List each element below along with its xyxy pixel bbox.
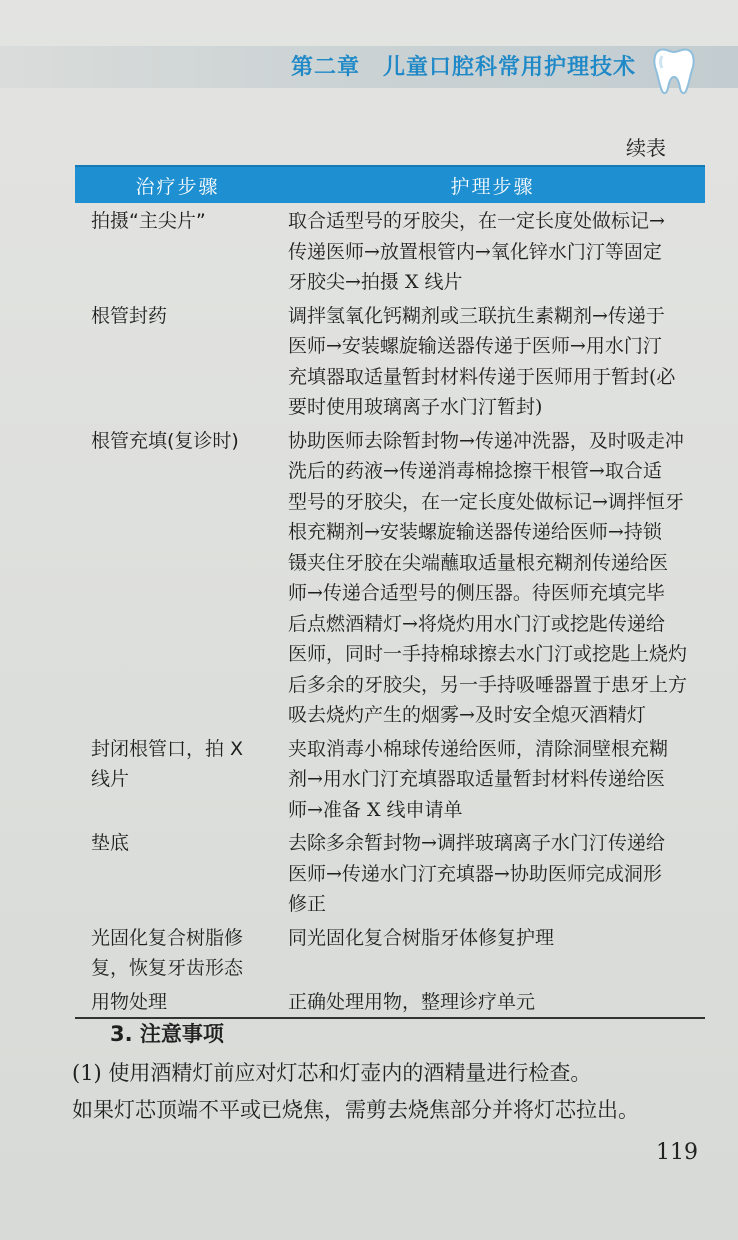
section-heading: 3. 注意事项	[110, 1022, 224, 1046]
treatment-step-line: 拍摄“主尖片”	[91, 210, 206, 232]
page-number: 119	[656, 1140, 698, 1165]
nursing-step-cell	[280, 923, 705, 984]
tooth-icon	[650, 44, 698, 96]
treatment-step-line: 复，恢复牙齿形态	[91, 957, 244, 979]
nursing-step-line: 去除多余暂封物→调拌玻璃离子水门汀传递给	[288, 832, 665, 854]
treatment-step-line: 用物处理	[91, 990, 168, 1013]
nursing-step-line: 协助医师去除暂封物→传递冲洗器，及时吸走冲	[288, 429, 684, 452]
column-header-nursing-step: 护理步骤	[450, 175, 535, 198]
nursing-step-line: 后点燃酒精灯→将烧灼用水门汀或挖匙传递给	[288, 612, 665, 635]
nursing-step-line: 要时使用玻璃离子水门汀暂封)	[288, 396, 543, 418]
treatment-step-cell	[75, 426, 280, 731]
nursing-step-line: 牙胶尖→拍摄 X 线片	[288, 271, 463, 293]
nursing-step-line: 医师→传递水门汀充填器→协助医师完成洞形	[288, 862, 662, 885]
nursing-step-line: 取合适型号的牙胶尖，在一定长度处做标记→	[288, 210, 665, 232]
treatment-step-line: 垫底	[91, 832, 130, 854]
treatment-step-line: 光固化复合树脂修	[91, 926, 244, 949]
treatment-step-cell	[75, 923, 280, 984]
nursing-step-cell	[280, 206, 705, 298]
treatment-step-cell	[75, 828, 280, 920]
nursing-step-cell	[280, 301, 705, 423]
nursing-step-line: 同光固化复合树脂牙体修复护理	[288, 926, 555, 949]
treatment-step-line: 根管封药	[91, 304, 168, 327]
paragraph-line: (1) 使用酒精灯前应对灯芯和灯壶内的酒精量进行检查。	[72, 1061, 592, 1085]
treatment-step-cell	[75, 987, 280, 1018]
nursing-step-cell	[280, 734, 705, 826]
treatment-step-line: 线片	[91, 768, 130, 790]
nursing-step-line: 传递医师→放置根管内→氧化锌水门汀等固定	[288, 240, 662, 263]
nursing-step-line: 吸去烧灼产生的烟雾→及时安全熄灭酒精灯	[288, 704, 646, 726]
nursing-step-line: 充填器取适量暂封材料传递于医师用于暂封(必	[288, 365, 676, 388]
nursing-step-line: 医师→安装螺旋输送器传递于医师→用水门汀	[288, 335, 662, 357]
nursing-step-cell	[280, 426, 705, 731]
nursing-step-line: 洗后的药液→传递消毒棉捻擦干根管→取合适	[288, 460, 662, 482]
table-row	[75, 734, 705, 826]
treatment-step-line: 根管充填(复诊时)	[91, 429, 239, 452]
table-body	[75, 206, 705, 1019]
table-row	[75, 987, 705, 1018]
table-row	[75, 426, 705, 731]
table-header	[75, 165, 705, 203]
treatment-step-cell	[75, 301, 280, 423]
table-row	[75, 923, 705, 984]
nursing-step-line: 师→准备 X 线申请单	[288, 798, 463, 821]
treatment-step-cell	[75, 206, 280, 298]
nursing-step-line: 医师，同时一手持棉球擦去水门汀或挖匙上烧灼	[288, 643, 688, 665]
nursing-step-cell	[280, 828, 705, 920]
nursing-step-line: 型号的牙胶尖，在一定长度处做标记→调拌恒牙	[288, 490, 684, 513]
nursing-step-line: 调拌氢氧化钙糊剂或三联抗生素糊剂→传递于	[288, 304, 665, 327]
table-row	[75, 206, 705, 298]
table-row	[75, 828, 705, 920]
nursing-step-line: 根充糊剂→安装螺旋输送器传递给医师→持锁	[288, 521, 662, 543]
column-header-treatment-step: 治疗步骤	[135, 175, 220, 198]
continued-label: 续表	[626, 136, 666, 160]
nursing-step-line: 师→传递合适型号的侧压器。待医师充填完毕	[288, 582, 665, 604]
treatment-step-line: 封闭根管口，拍 X	[91, 737, 244, 760]
nursing-step-line: 修正	[288, 893, 327, 915]
nursing-step-line: 夹取消毒小棉球传递给医师，清除洞壁根充糊	[288, 737, 669, 760]
treatment-step-cell	[75, 734, 280, 826]
chapter-title: 第二章 儿童口腔科常用护理技术	[290, 54, 636, 80]
nursing-steps-table	[75, 165, 705, 1019]
paragraph-line: 如果灯芯顶端不平或已烧焦，需剪去烧焦部分并将灯芯拉出。	[72, 1098, 639, 1122]
nursing-step-line: 正确处理用物，整理诊疗单元	[288, 990, 536, 1013]
nursing-step-line: 剂→用水门汀充填器取适量暂封材料传递给医	[288, 768, 665, 790]
nursing-step-cell	[280, 987, 705, 1018]
body-paragraph	[72, 1055, 700, 1129]
nursing-step-line: 后多余的牙胶尖，另一手持吸唾器置于患牙上方	[288, 673, 688, 696]
table-row	[75, 301, 705, 423]
nursing-step-line: 镊夹住牙胶在尖端蘸取适量根充糊剂传递给医	[288, 551, 669, 574]
